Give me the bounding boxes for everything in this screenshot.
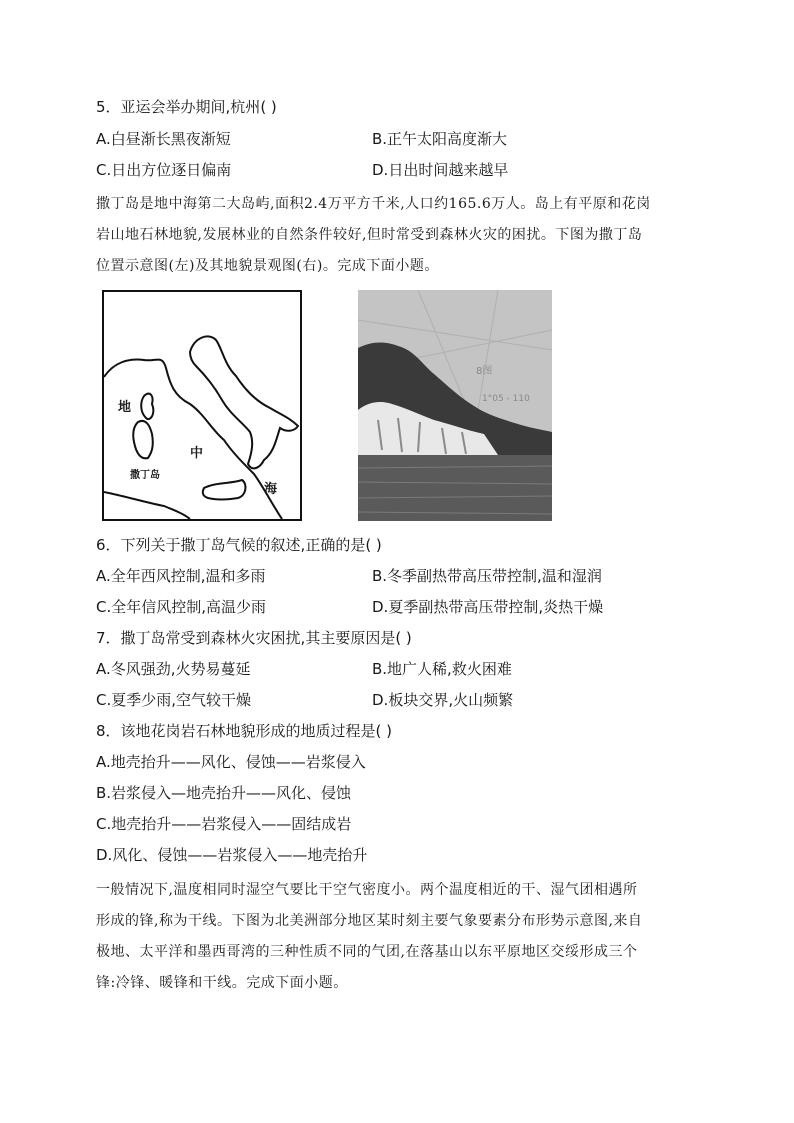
intro-paragraph-2-line-2: 形成的锋,称为干线。下图为北美洲部分地区某时刻主要气象要素分布形势示意图,来自	[96, 913, 643, 929]
map-label-zhong: 中	[190, 446, 204, 461]
q7-option-a: A.冬风强劲,火势易蔓延	[96, 660, 251, 678]
map-label-sardinia: 撒丁岛	[130, 470, 160, 481]
intro-paragraph-2-line-1: 一般情况下,温度相同时湿空气要比干空气密度小。两个温度相近的干、湿气团相遇所	[96, 882, 638, 898]
map-label-di: 地	[118, 400, 132, 415]
intro-paragraph-2-line-4: 锋:冷锋、暖锋和干线。完成下面小题。	[96, 975, 348, 991]
landscape-photo	[358, 290, 552, 521]
q7-option-d: D.板块交界,火山频繁	[372, 691, 514, 709]
q8-option-c: C.地壳抬升——岩浆侵入——固结成岩	[96, 815, 352, 833]
intro-paragraph-1-line-1: 撒丁岛是地中海第二大岛屿,面积2.4万平方千米,人口约165.6万人。岛上有平原和花岗	[96, 196, 651, 212]
q6-option-a: A.全年西风控制,温和多雨	[96, 567, 266, 585]
q6-option-d: D.夏季副热带高压带控制,炎热干燥	[372, 598, 604, 616]
q5-option-d: D.日出时间越来越早	[372, 161, 509, 179]
intro-paragraph-2-line-3: 极地、太平洋和墨西哥湾的三种性质不同的气团,在落基山以东平原地区交绥形成三个	[96, 944, 638, 960]
q5-option-a: A.白昼渐长黑夜渐短	[96, 130, 231, 148]
photo-faint-text-1: 8图	[476, 366, 493, 377]
map-label-hai: 海	[264, 482, 278, 497]
question-5-stem: 5．亚运会举办期间,杭州( )	[96, 98, 277, 116]
q7-option-c: C.夏季少雨,空气较干燥	[96, 691, 252, 709]
question-7-stem: 7．撒丁岛常受到森林火灾困扰,其主要原因是( )	[96, 629, 412, 647]
question-8-stem: 8．该地花岗岩石林地貌形成的地质过程是( )	[96, 722, 393, 740]
q8-option-a: A.地壳抬升——风化、侵蚀——岩浆侵入	[96, 753, 366, 771]
landscape-drawing	[358, 290, 552, 521]
q5-option-b: B.正午太阳高度渐大	[372, 130, 508, 148]
intro-paragraph-1-line-2: 岩山地石林地貌,发展林业的自然条件较好,但时常受到森林火灾的困扰。下图为撒丁岛	[96, 227, 643, 243]
q5-option-c: C.日出方位逐日偏南	[96, 161, 232, 179]
q6-option-c: C.全年信风控制,高温少雨	[96, 598, 267, 616]
q8-option-b: B.岩浆侵入—地壳抬升——风化、侵蚀	[96, 784, 352, 802]
photo-faint-text-2: 1°05 - 110	[482, 394, 530, 404]
intro-paragraph-1-line-3: 位置示意图(左)及其地貌景观图(右)。完成下面小题。	[96, 258, 439, 274]
q6-option-b: B.冬季副热带高压带控制,温和湿润	[372, 567, 602, 585]
question-6-stem: 6．下列关于撒丁岛气候的叙述,正确的是( )	[96, 536, 382, 554]
q8-option-d: D.风化、侵蚀——岩浆侵入——地壳抬升	[96, 846, 368, 864]
sardinia-location-map	[102, 290, 302, 521]
q7-option-b: B.地广人稀,救火困难	[372, 660, 512, 678]
